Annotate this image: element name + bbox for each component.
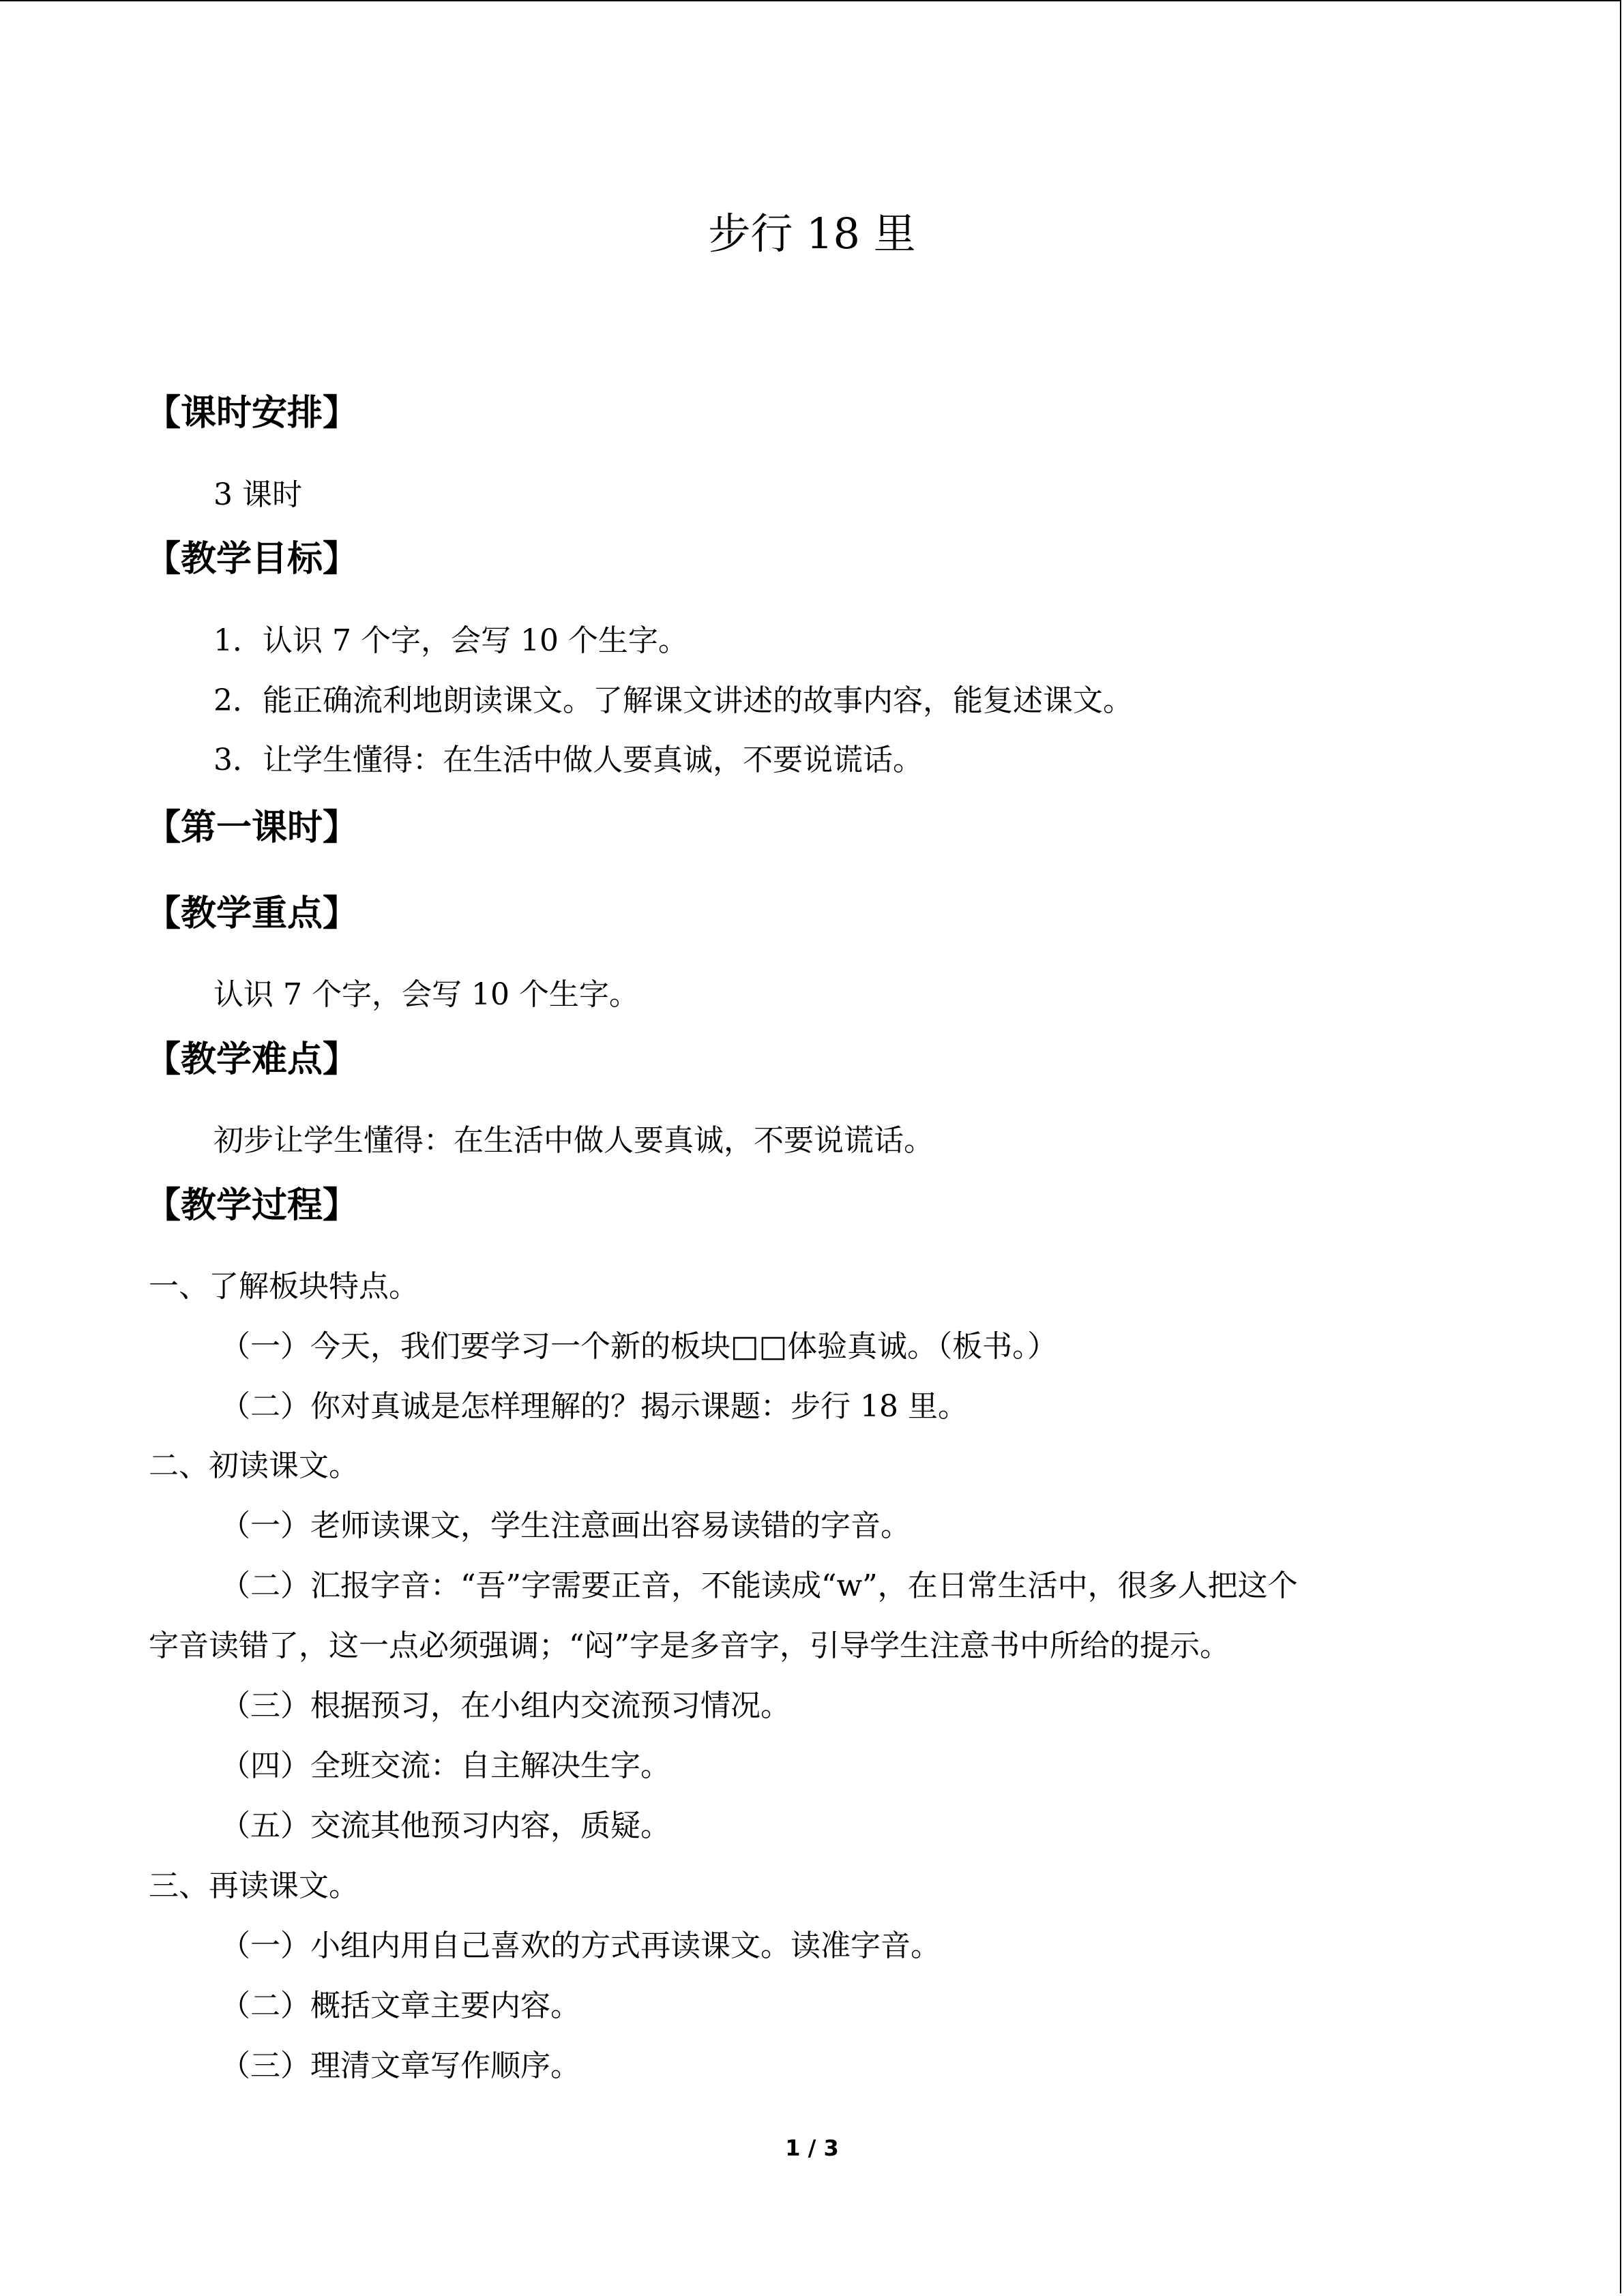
process-step-1-item-1: （一）今天，我们要学习一个新的板块□□体验真诚。（板书。） — [220, 1329, 1058, 1364]
process-step-2-item-2: （二）汇报字音：“吾”字需要正音，不能读成“w”，在日常生活中，很多人把这个 — [220, 1568, 1298, 1603]
heading-key-points: 【教学重点】 — [145, 893, 359, 934]
process-step-1-item-2: （二）你对真诚是怎样理解的？揭示课题：步行 18 里。 — [220, 1389, 968, 1424]
goal-item-3: 3．让学生懂得：在生活中做人要真诚，不要说谎话。 — [213, 743, 923, 777]
difficulty-text: 初步让学生懂得：在生活中做人要真诚，不要说谎话。 — [213, 1123, 934, 1158]
heading-process: 【教学过程】 — [145, 1184, 359, 1226]
process-step-2-item-3: （三）根据预习，在小组内交流预习情况。 — [220, 1688, 791, 1723]
heading-goals: 【教学目标】 — [145, 538, 359, 580]
process-step-2-title: 二、初读课文。 — [149, 1448, 359, 1483]
process-step-3-item-1: （一）小组内用自己喜欢的方式再读课文。读准字音。 — [220, 1928, 941, 1963]
process-step-3-item-2: （二）概括文章主要内容。 — [220, 1988, 580, 2023]
key-points-text: 认识 7 个字，会写 10 个生字。 — [213, 977, 639, 1012]
goal-item-1: 1．认识 7 个字，会写 10 个生字。 — [213, 623, 688, 658]
heading-schedule: 【课时安排】 — [145, 392, 359, 434]
heading-difficulty: 【教学难点】 — [145, 1039, 359, 1080]
page-number: 1 / 3 — [785, 2135, 839, 2161]
process-step-2-item-2-continued: 字音读错了，这一点必须强调；“闷”字是多音字，引导学生注意书中所给的提示。 — [149, 1628, 1230, 1663]
schedule-text: 3 课时 — [213, 477, 302, 512]
process-step-2-item-4: （四）全班交流：自主解决生字。 — [220, 1748, 670, 1783]
process-step-1-title: 一、了解板块特点。 — [149, 1269, 419, 1304]
document-title: 步行 18 里 — [708, 209, 916, 258]
process-step-3-title: 三、再读课文。 — [149, 1868, 359, 1903]
goal-item-2: 2．能正确流利地朗读课文。了解课文讲述的故事内容，能复述课文。 — [213, 683, 1133, 718]
heading-lesson1: 【第一课时】 — [145, 807, 359, 848]
process-step-2-item-1: （一）老师读课文，学生注意画出容易读错的字音。 — [220, 1508, 911, 1543]
process-step-3-item-3: （三）理清文章写作顺序。 — [220, 2048, 580, 2083]
process-step-2-item-5: （五）交流其他预习内容，质疑。 — [220, 1808, 670, 1843]
